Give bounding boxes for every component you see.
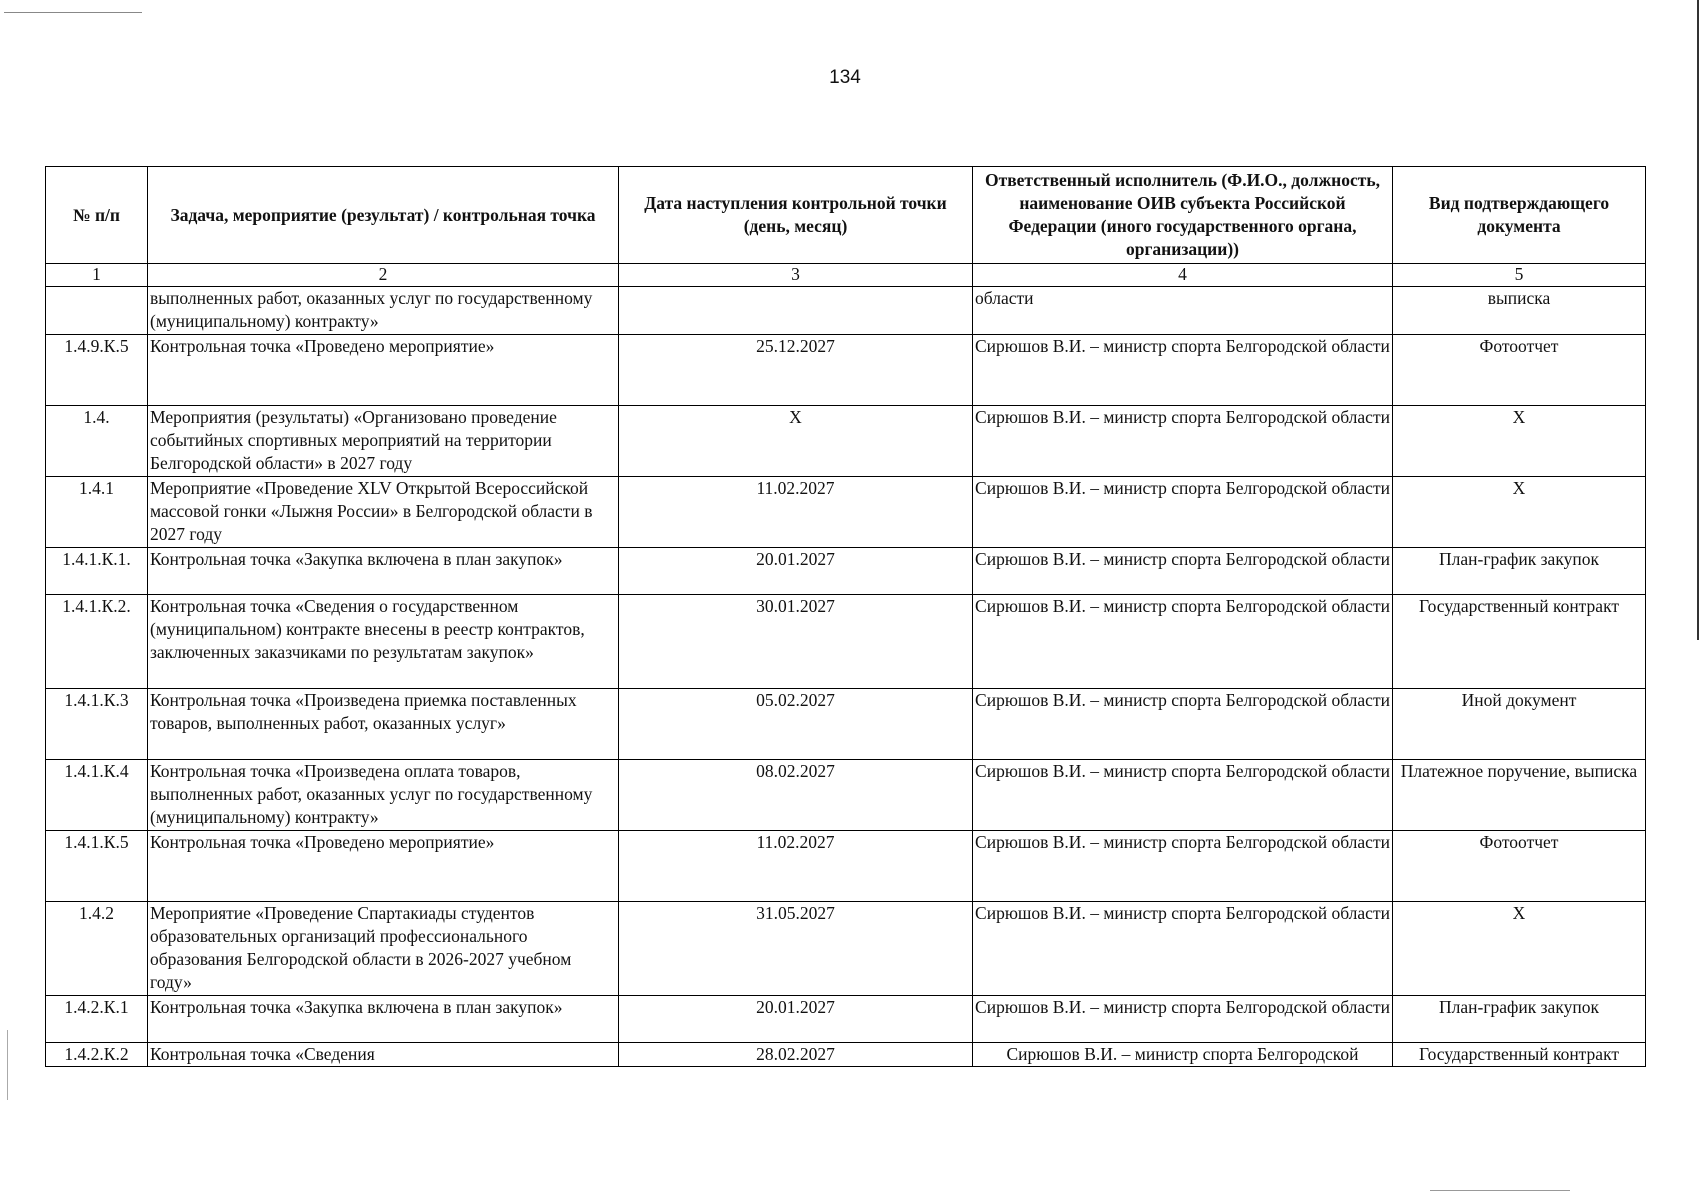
row-document: Фотоотчет (1393, 831, 1646, 902)
table-row (46, 689, 1646, 760)
row-date: 11.02.2027 (619, 831, 973, 902)
column-number: 3 (619, 264, 973, 287)
row-document: X (1393, 406, 1646, 477)
row-responsible: Сирюшов В.И. – министр спорта Белгородской области (973, 760, 1393, 831)
row-number: 1.4.9.К.5 (46, 335, 148, 406)
row-date: 30.01.2027 (619, 595, 973, 689)
row-number: 1.4.1.К.2. (46, 595, 148, 689)
page-number: 134 (829, 67, 861, 88)
row-date: 31.05.2027 (619, 902, 973, 996)
row-task: Контрольная точка «Сведения о государственном (муниципальном) контракте внесены в реестр контрактов, заключенных заказчиками по результатам закупок» (148, 595, 619, 689)
row-task: Контрольная точка «Закупка включена в план закупок» (148, 548, 619, 595)
row-responsible: Сирюшов В.И. – министр спорта Белгородской области (973, 996, 1393, 1043)
table-row (46, 335, 1646, 406)
row-task: Мероприятия (результаты) «Организовано проведение событийных спортивных мероприятий на территории Белгородской области» в 2027 году (148, 406, 619, 477)
row-document: План-график закупок (1393, 548, 1646, 595)
row-date: X (619, 406, 973, 477)
row-document: Иной документ (1393, 689, 1646, 760)
row-number: 1.4.2.К.2 (46, 1043, 148, 1067)
row-responsible: Сирюшов В.И. – министр спорта Белгородской области (973, 689, 1393, 760)
table-row (46, 831, 1646, 902)
header-number: № п/п (46, 167, 148, 264)
row-task: выполненных работ, оказанных услуг по государственному (муниципальному) контракту» (148, 287, 619, 335)
row-number: 1.4.1.К.3 (46, 689, 148, 760)
row-date: 20.01.2027 (619, 996, 973, 1043)
table-header-row (46, 167, 1646, 264)
row-document: Фотоотчет (1393, 335, 1646, 406)
row-document: Государственный контракт (1393, 595, 1646, 689)
table-row (46, 760, 1646, 831)
row-document: X (1393, 902, 1646, 996)
row-date: 05.02.2027 (619, 689, 973, 760)
row-task: Мероприятие «Проведение Спартакиады студентов образовательных организаций профессионального образования Белгородской области в 2026-2027 учебном году» (148, 902, 619, 996)
scan-artifact-right (1697, 0, 1699, 640)
row-responsible: Сирюшов В.И. – министр спорта Белгородской области (973, 477, 1393, 548)
row-number: 1.4.1.К.5 (46, 831, 148, 902)
table-row (46, 1043, 1646, 1067)
row-task: Контрольная точка «Произведена приемка поставленных товаров, выполненных работ, оказанных услуг» (148, 689, 619, 760)
row-responsible: Сирюшов В.И. – министр спорта Белгородской области (973, 831, 1393, 902)
row-task: Контрольная точка «Сведения (148, 1043, 619, 1067)
row-responsible: Сирюшов В.И. – министр спорта Белгородской области (973, 548, 1393, 595)
row-number: 1.4.1.К.4 (46, 760, 148, 831)
row-responsible: области (973, 287, 1393, 335)
row-document: выписка (1393, 287, 1646, 335)
header-document: Вид подтверждающего документа (1393, 167, 1646, 264)
row-date: 25.12.2027 (619, 335, 973, 406)
header-responsible: Ответственный исполнитель (Ф.И.О., должность, наименование ОИВ субъекта Российской Федерации (иного государственного органа, организации)) (973, 167, 1393, 264)
row-responsible: Сирюшов В.И. – министр спорта Белгородской области (973, 335, 1393, 406)
row-date: 20.01.2027 (619, 548, 973, 595)
row-number (46, 287, 148, 335)
row-number: 1.4.2 (46, 902, 148, 996)
table-row (46, 477, 1646, 548)
row-date: 11.02.2027 (619, 477, 973, 548)
table-row (46, 996, 1646, 1043)
row-task: Контрольная точка «Проведено мероприятие» (148, 335, 619, 406)
row-task: Мероприятие «Проведение XLV Открытой Всероссийской массовой гонки «Лыжня России» в Белгородской области в 2027 году (148, 477, 619, 548)
scan-artifact-top (4, 12, 142, 13)
column-number: 1 (46, 264, 148, 287)
column-number: 2 (148, 264, 619, 287)
column-number: 5 (1393, 264, 1646, 287)
row-task: Контрольная точка «Закупка включена в план закупок» (148, 996, 619, 1043)
row-responsible: Сирюшов В.И. – министр спорта Белгородской области (973, 595, 1393, 689)
table-row (46, 902, 1646, 996)
scan-artifact-left (7, 1030, 8, 1100)
row-document: X (1393, 477, 1646, 548)
row-date (619, 287, 973, 335)
row-responsible: Сирюшов В.И. – министр спорта Белгородской области (973, 406, 1393, 477)
row-document: Государственный контракт (1393, 1043, 1646, 1067)
row-date: 08.02.2027 (619, 760, 973, 831)
row-date: 28.02.2027 (619, 1043, 973, 1067)
table-row (46, 548, 1646, 595)
scan-artifact-bottom (1430, 1190, 1570, 1191)
row-responsible: Сирюшов В.И. – министр спорта Белгородской области (973, 902, 1393, 996)
column-number-row (46, 264, 1646, 287)
row-number: 1.4. (46, 406, 148, 477)
table-row (46, 406, 1646, 477)
header-date: Дата наступления контрольной точки (день, месяц) (619, 167, 973, 264)
row-responsible: Сирюшов В.И. – министр спорта Белгородской (973, 1043, 1393, 1067)
table-row (46, 287, 1646, 335)
row-task: Контрольная точка «Проведено мероприятие» (148, 831, 619, 902)
row-number: 1.4.1.К.1. (46, 548, 148, 595)
row-number: 1.4.2.К.1 (46, 996, 148, 1043)
row-document: Платежное поручение, выписка (1393, 760, 1646, 831)
column-number: 4 (973, 264, 1393, 287)
row-task: Контрольная точка «Произведена оплата товаров, выполненных работ, оказанных услуг по государственному (муниципальному) контракту» (148, 760, 619, 831)
control-points-table (45, 166, 1646, 1067)
table-row (46, 595, 1646, 689)
row-number: 1.4.1 (46, 477, 148, 548)
row-document: План-график закупок (1393, 996, 1646, 1043)
header-task: Задача, мероприятие (результат) / контрольная точка (148, 167, 619, 264)
